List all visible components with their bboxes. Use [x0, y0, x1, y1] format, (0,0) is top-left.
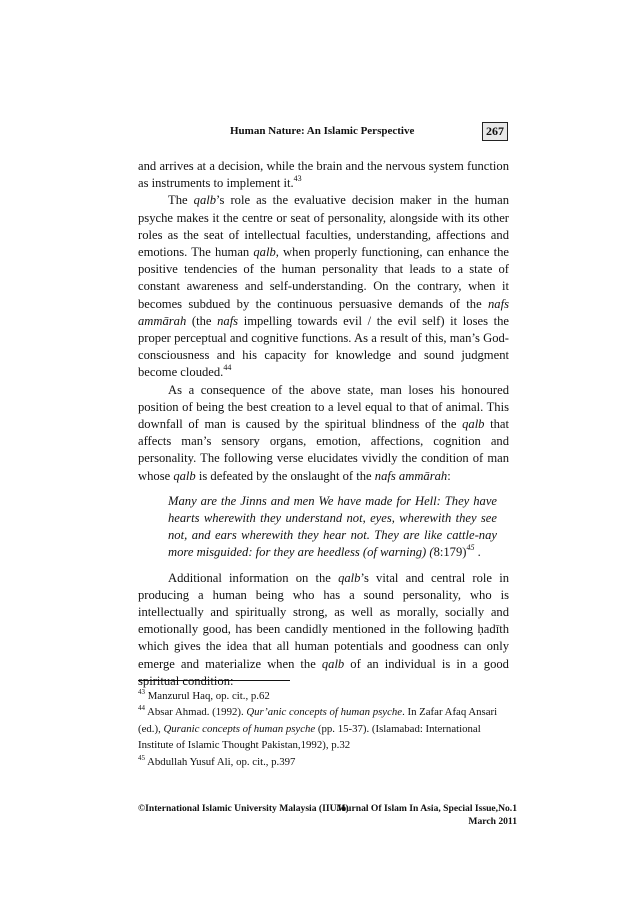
page-number: 267	[482, 122, 508, 141]
footnote: $^{45}$ Abdullah Yusuf Ali, op. cit., p.397	[138, 753, 296, 768]
footnote-ref: 44	[223, 363, 232, 373]
footnote-divider	[138, 680, 290, 681]
body-text	[138, 158, 509, 690]
paragraph: Additional information on the qalb’s vital and central role in producing a human being who has a sound personality, who is intellectually and spiritually strong, as well as morally, socially and emotionally good, has been candidly mentioned in the following ḥadīth which gives the idea that all human potentials and goodness can only emerge and materialize when the qalb of an individual is in a good spiritual condition:	[138, 570, 509, 688]
footer-journal: Journal Of Islam In Asia, Special Issue,No.1 March 2011	[336, 803, 517, 827]
paragraph: and arrives at a decision, while the brain and the nervous system function as instruments to implement it.$^{43}$	[138, 159, 509, 191]
running-header	[0, 122, 638, 138]
footnotes	[138, 688, 518, 770]
paragraph: As a consequence of the above state, man loses his honoured position of being the best creation to a level equal to that of animal. This downfall of man is caused by the spiritual blindness of the qalb that affects man’s sensory organs, emotion, affections, cognition and personality. The following verse elucidates vividly the condition of man whose qalb is defeated by the onslaught of the nafs ammārah:	[138, 382, 509, 483]
footnote: $^{43}$ Manzurul Haq, op. cit., p.62	[138, 688, 270, 702]
running-title: Human Nature: An Islamic Perspective	[230, 125, 415, 137]
footnote: $^{44}$ Absar Ahmad. (1992). Qur’anic concepts of human psyche. In Zafar Afaq Ansari (ed.), Quranic concepts of human psyche (pp. 15-37). (Islamabad: International Institute of Islamic Thought Pakistan,1992), p.32	[138, 704, 498, 752]
footer-copyright: ©International Islamic University Malaysia (IIUM)	[138, 803, 349, 814]
footnote-ref: 43	[293, 174, 302, 184]
paragraph: The qalb’s role as the evaluative decision maker in the human psyche makes it the centre or seat of personality, alongside with its other roles as the seat of intellectual faculties, understanding, affections and emotions. The human qalb, when properly functioning, can enhance the positive tendencies of the human personality that leads to a state of constant awareness and self-understanding. On the contrary, when it becomes subdued by the continuous persuasive demands of the nafs ammārah (the nafs impelling towards evil / the evil self) it loses the proper perceptual and cognitive functions. As a result of this, man’s God-consciousness and his capacity for knowledge and sound judgment become clouded.$^{44}$	[138, 193, 509, 380]
block-quote: Many are the Jinns and men We have made for Hell: They have hearts wherewith they understand not, eyes, wherewith they see not, and ears wherewith they hear not. They are like cattle-nay more misguided: for they are heedless (of warning) (8:179)$^{45}$ .	[168, 493, 497, 560]
footnote-ref: 45	[466, 543, 475, 553]
